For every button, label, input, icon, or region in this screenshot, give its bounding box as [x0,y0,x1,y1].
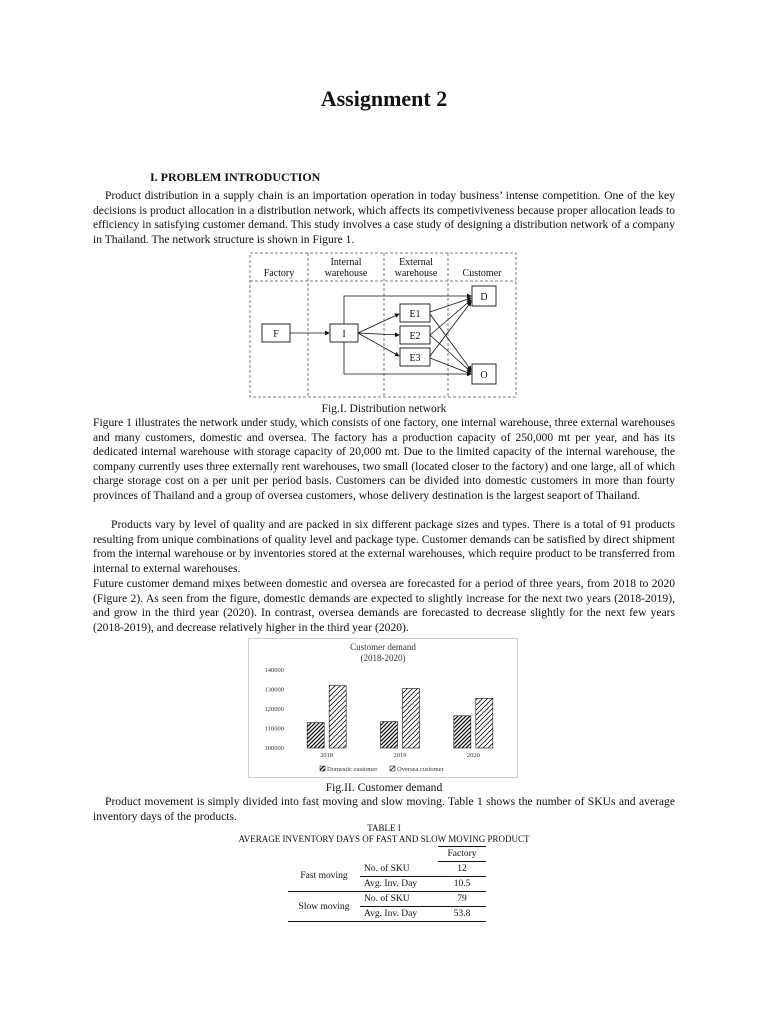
row-label: Avg. Inv. Day [360,907,438,922]
row-value: 79 [438,892,486,907]
figure1-caption: Fig.I. Distribution network [321,402,447,415]
y-tick-label: 100000 [264,745,284,752]
y-tick-label: 130000 [264,686,284,694]
bar-domestic-2018 [307,723,324,748]
oversea-label: O [480,370,488,381]
document-title: Assignment 2 [320,86,448,111]
x-tick-label: 2020 [466,752,480,759]
bar-domestic-2020 [454,716,471,748]
customer-demand-chart [248,638,518,778]
group-fast-moving: Fast moving [288,862,360,892]
products-paragraph: Products vary by level of quality and are packed in six different package sizes and types. There is a total of 91 products resulting from unique combinations of quality level and package type. Customer demands can be satisfied by direct shipment from the internal warehouse or by inventories stored at the external warehouses, which require product to be transferred from internal to external warehouses. [93,518,675,575]
legend-oversea: Oversea customer [397,766,444,773]
row-label: Avg. Inv. Day [360,877,438,892]
e1-label: E1 [409,309,421,320]
col-header-customer: Customer [462,268,502,279]
col-header-external-2: warehouse [394,268,438,279]
inventory-table [288,846,486,922]
movement-paragraph: Product movement is simply divided into fast moving and slow moving. Table 1 shows the number of SKUs and average inventory days of the products. [93,795,675,823]
table-number: TABLE I [367,823,401,833]
col-header-external-1: External [399,257,433,268]
col-header-internal-2: warehouse [324,268,368,279]
y-tick-label: 110000 [264,725,284,733]
chart-title-line2: (2018-2020) [360,653,406,663]
y-tick-label: 140000 [264,667,284,674]
section-heading: I. PROBLEM INTRODUCTION [150,170,321,184]
row-value: 10.5 [438,877,486,892]
demand-paragraph: Future customer demand mixes between domestic and oversea are forecasted for a period of three years, from 2018 to 2020 (Figure 2). As seen from the figure, domestic demands are expected to slightly increase for the next two years (2018-2019), and grow in the third year (2020). In contrast, oversea demands are forecasted to decrease slightly for the next few years (2018-2019), and decrease relatively higher in the third year (2020). [93,577,675,634]
domestic-label: D [480,292,488,303]
bar-oversea-2018 [329,686,346,748]
internal-label: I [342,329,346,340]
col-header-factory: Factory [263,268,295,279]
x-tick-label: 2019 [393,752,407,759]
row-label: No. of SKU [360,892,438,907]
table-title: AVERAGE INVENTORY DAYS OF FAST AND SLOW MOVING PRODUCT [238,834,530,844]
network-paragraph: Figure 1 illustrates the network under study, which consists of one factory, one internal warehouse, three external warehouses and many customers, domestic and oversea. The factory has a production capacity of 250,000 mt per year, and has its dedicated internal warehouse with storage capacity of 20,000 mt. Due to the limited capacity of the internal warehouse, the company currently uses three externally rent warehouses, two small (located closer to the factory) and one large, all of which charge storage cost on a per unit per period basis. Customers can be divided into domestic customers in more than fourty provinces of Thailand and a group of oversea customers, whose delivery destination is the largest seaport of Thailand. [93,416,675,502]
x-tick-label: 2018 [320,752,334,759]
figure2-caption: Fig.II. Customer demand [325,781,443,794]
bar-oversea-2019 [403,689,420,748]
y-tick-label: 120000 [264,706,284,713]
legend-swatch-oversea [390,766,395,771]
group-slow-moving: Slow moving [288,892,360,922]
e2-label: E2 [409,331,421,342]
row-label: No. of SKU [360,862,438,877]
intro-paragraph: Product distribution in a supply chain is an importation operation in today business’ intense competition. One of the key decisions is product allocation in a distribution network, which affects its competiviveness because proper allocation leads to efficiency in satisfying customer demand. This study involves a case study of designing a distribution network of a company in Thailand. The network structure is shown in Figure 1. [93,189,675,246]
legend-domestic: Domestic customer [327,766,378,773]
col-header-internal-1: Internal [330,257,362,268]
chart-title-line1: Customer demand [350,642,416,652]
row-value: 12 [438,862,486,877]
legend-swatch-domestic [320,766,325,771]
e3-label: E3 [409,353,421,364]
factory-label: F [273,329,279,340]
bar-oversea-2020 [476,698,493,748]
bar-domestic-2019 [381,722,398,748]
distribution-network-figure [248,252,518,400]
row-value: 53.8 [438,907,486,922]
table-col-header: Factory [438,847,486,862]
